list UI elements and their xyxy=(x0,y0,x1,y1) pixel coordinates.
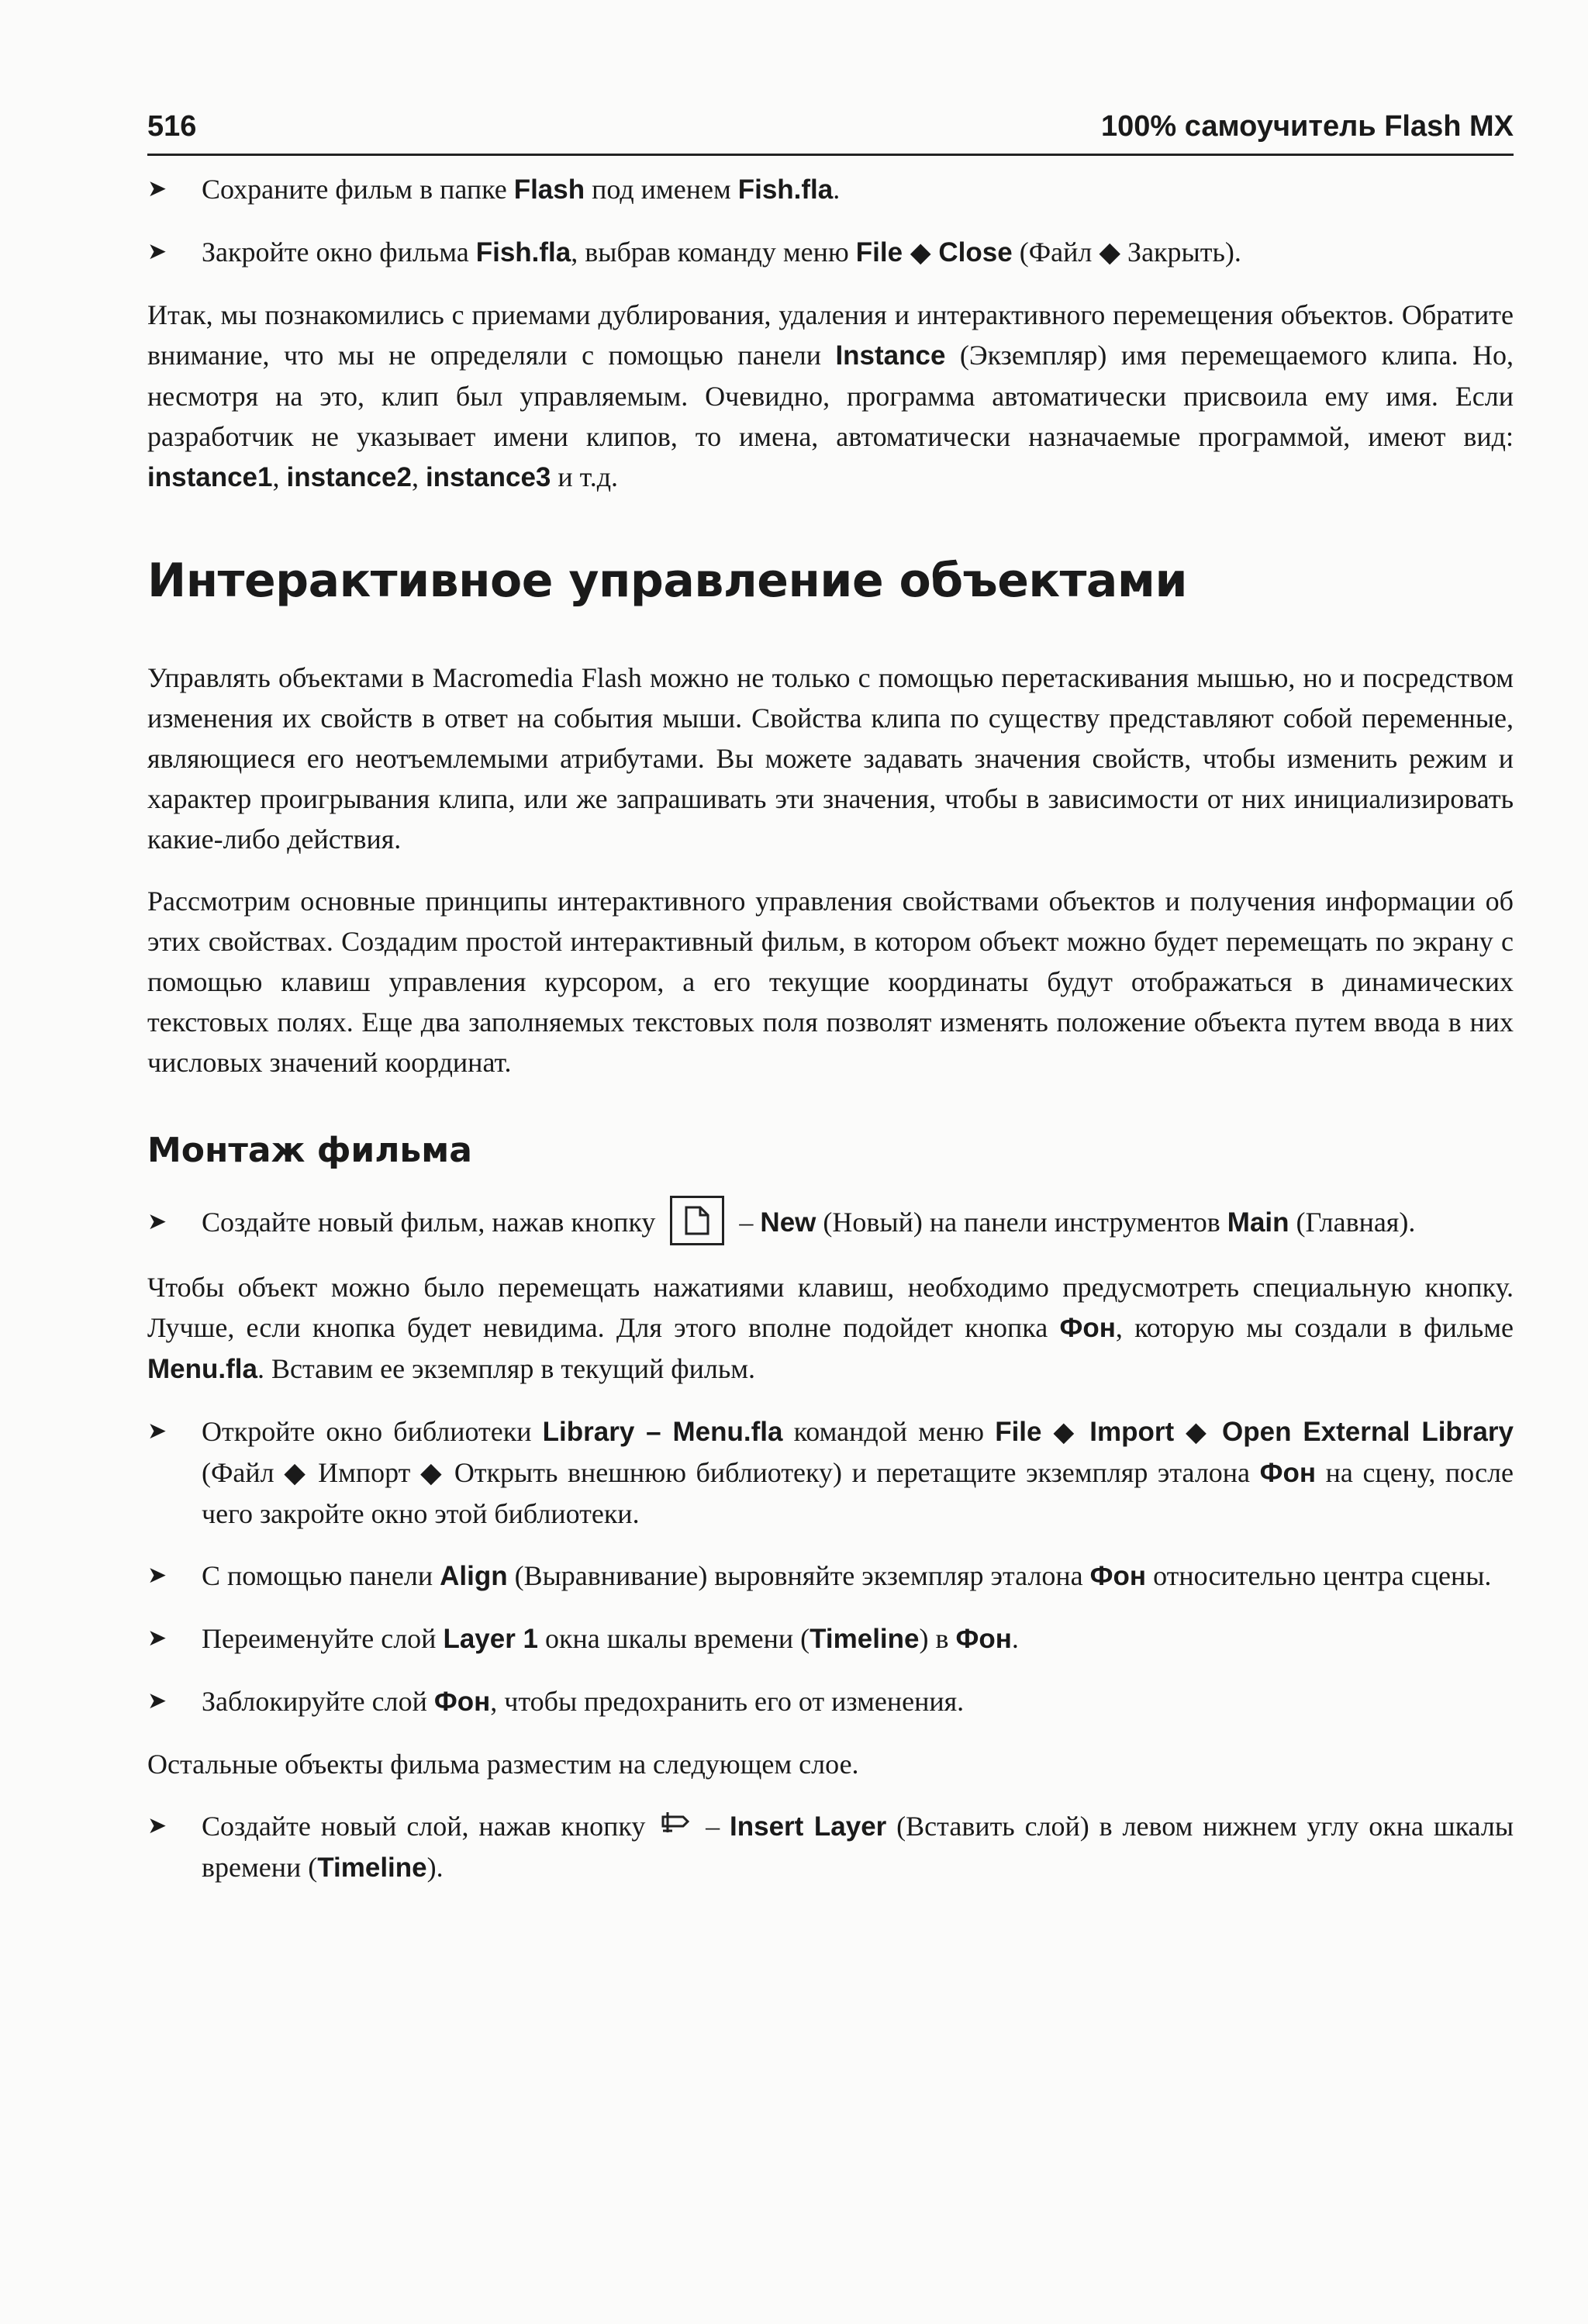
bullet-marker: ➤ xyxy=(147,1687,167,1715)
bullet-rename-layer: ➤ Переименуйте слой Layer 1 окна шкалы времени (Timeline) в Фон. xyxy=(147,1618,1514,1659)
page-number: 516 xyxy=(147,110,197,143)
bullet-open-library: ➤ Откройте окно библиотеки Library – Menu.fla командой меню File ◆ Import ◆ Open External Library (Файл ◆ Импорт ◆ Открыть внешнюю библиотеку) и перетащите экземпляр эталона Фон на сцену, после чего закройте окно этой библиотеки. xyxy=(147,1411,1514,1534)
bullet-close-film: ➤ Закройте окно фильма Fish.fla, выбрав команду меню File ◆ Close (Файл ◆ Закрыть). xyxy=(147,232,1514,273)
section-paragraph-1: Управлять объектами в Macromedia Flash можно не только с помощью перетаскивания мышью, но и посредством изменения их свойств в ответ на события мыши. Свойства клипа по существу представляют собой переменные, являющиеся его неотъемлемыми атрибутами. Вы можете задавать значения свойств, чтобы изменить режим и характер проигрывания клипа, или же запрашивать эти значения, чтобы в зависимости от них инициализировать какие-либо действия. xyxy=(147,662,1514,855)
bullet-marker: ➤ xyxy=(147,1561,167,1589)
insert-layer-icon xyxy=(660,1806,691,1846)
bullet-marker: ➤ xyxy=(147,238,167,265)
paragraph-other-objects: Остальные объекты фильма разместим на следующем слое. xyxy=(147,1748,859,1780)
section-heading: Интерактивное управление объектами xyxy=(147,554,1187,608)
bullet-marker: ➤ xyxy=(147,1624,167,1652)
bullet-new-film: ➤ Создайте новый фильм, нажав кнопку – New (Новый) на панели инструментов Main (Главная). xyxy=(147,1202,1514,1245)
page-header xyxy=(147,107,1514,156)
bullet-marker: ➤ xyxy=(147,1208,167,1235)
page-content xyxy=(147,169,1514,1910)
paragraph-button: Чтобы объект можно было перемещать нажатиями клавиш, необходимо предусмотреть специальную кнопку. Лучше, если кнопка будет невидима. Для этого вполне подойдет кнопка Фон, которую мы создали в фильме Menu.fla. Вставим ее экземпляр в текущий фильм. xyxy=(147,1271,1514,1384)
bullet-insert-layer: ➤ Создайте новый слой, нажав кнопку – Insert Layer (Вставить слой) в левом нижнем углу окна шкалы времени (Timeline). xyxy=(147,1806,1514,1888)
section-paragraph-2: Рассмотрим основные принципы интерактивного управления свойствами объектов и получения информации об этих свойствах. Создадим простой интерактивный фильм, в котором объект можно будет перемещать по экрану с помощью клавиш управления курсором, а его текущие координаты будут отображаться в динамических текстовых полях. Еще два заполняемых текстовых поля позволят изменять положение объекта путем ввода в них числовых значений координат. xyxy=(147,886,1514,1078)
bullet-marker: ➤ xyxy=(147,1811,167,1839)
book-title: 100% самоучитель Flash MX xyxy=(1101,110,1514,143)
new-document-icon xyxy=(670,1196,724,1245)
subsection-heading: Монтаж фильма xyxy=(147,1131,472,1170)
bullet-marker: ➤ xyxy=(147,1417,167,1445)
bullet-marker: ➤ xyxy=(147,175,167,202)
bullet-lock-layer: ➤ Заблокируйте слой Фон, чтобы предохранить его от изменения. xyxy=(147,1681,1514,1722)
summary-paragraph: Итак, мы познакомились с приемами дублирования, удаления и интерактивного перемещения объектов. Обратите внимание, что мы не определяли с помощью панели Instance (Экземпляр) имя перемещаемого клипа. Но, несмотря на это, клип был управляемым. Очевидно, программа автоматически присвоила ему имя. Если разработчик не указывает имени клипов, то имена, автоматически назначаемые программой, имеют вид: instance1, instance2, instance3 и т.д. xyxy=(147,299,1514,492)
bullet-align: ➤ С помощью панели Align (Выравнивание) выровняйте экземпляр эталона Фон относительно центра сцены. xyxy=(147,1556,1514,1597)
bullet-save-film: ➤ Сохраните фильм в папке Flash под именем Fish.fla. xyxy=(147,169,1514,210)
